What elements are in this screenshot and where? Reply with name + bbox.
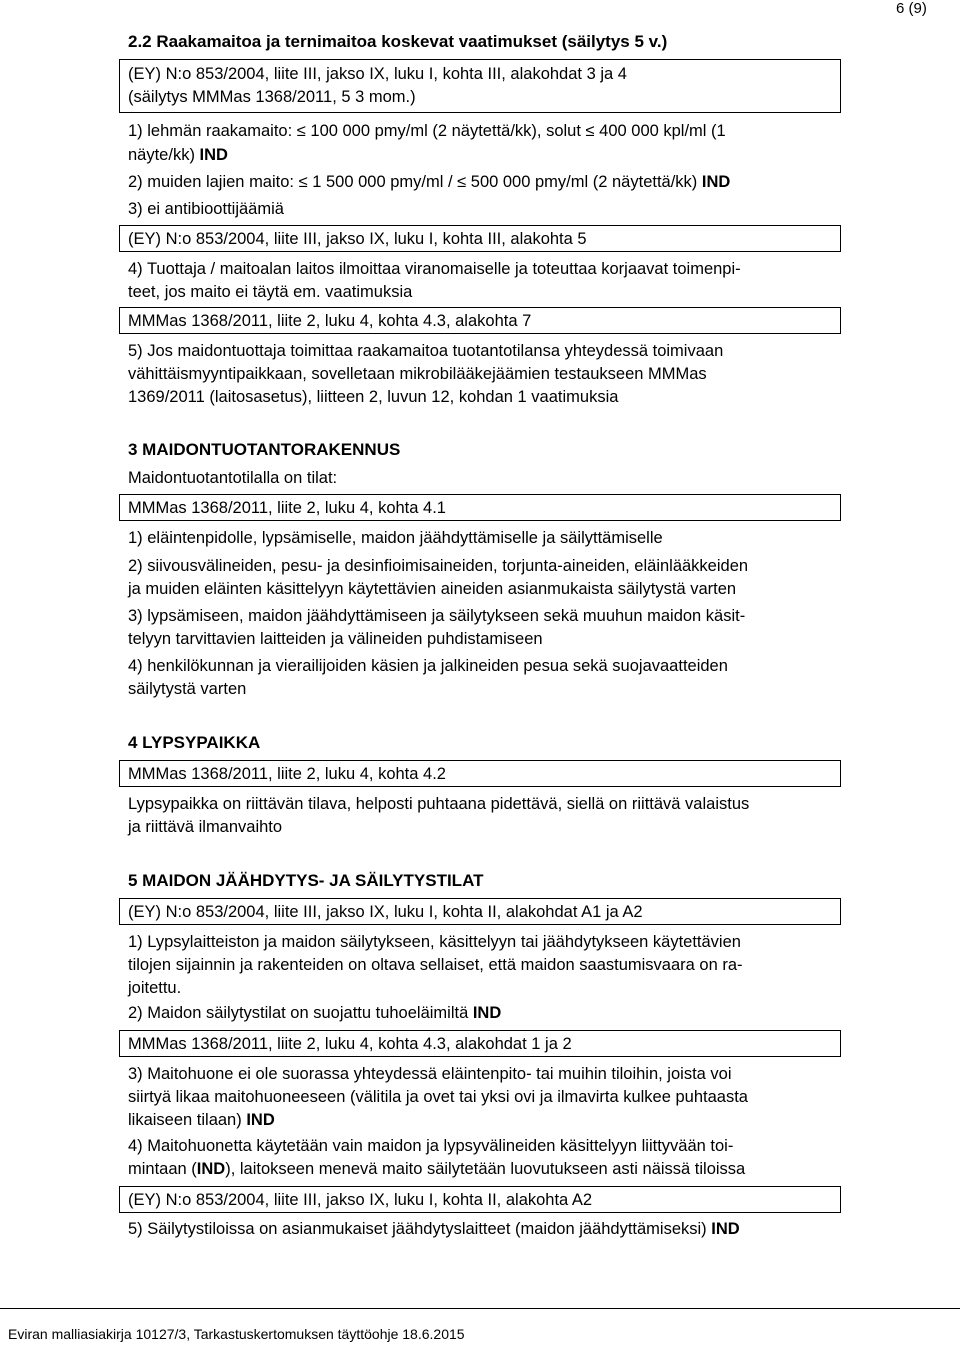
regulation-box xyxy=(119,59,841,113)
requirement-item: tilojen sijainnin ja rakenteiden on oltava sellaiset, että maidon saastumisvaara on ra- xyxy=(128,956,743,974)
requirement-item: 3) ei antibioottijäämiä xyxy=(128,200,284,218)
page-number: 6 (9) xyxy=(896,0,927,17)
requirement-item: telyyn tarvittavien laitteiden ja välineiden puhdistamiseen xyxy=(128,630,543,648)
requirement-item: 4) henkilökunnan ja vierailijoiden käsien ja jalkineiden pesua sekä suojavaatteiden xyxy=(128,657,728,675)
requirement-item: 3) lypsämiseen, maidon jäähdyttämiseen ja säilytykseen sekä muuhun maidon käsit- xyxy=(128,607,746,625)
requirement-item: joitettu. xyxy=(128,979,182,997)
section-5-heading: 5 MAIDON JÄÄHDYTYS- JA SÄILYTYSTILAT xyxy=(128,871,484,890)
requirement-item: 1) Lypsylaitteiston ja maidon säilytykseen, käsittelyyn tai jäähdytykseen käytettävien xyxy=(128,933,741,951)
regulation-box: (EY) N:o 853/2004, liite III, jakso IX, luku I, kohta II, alakohta A2 xyxy=(119,1186,841,1213)
section-3-intro: Maidontuotantotilalla on tilat: xyxy=(128,469,338,487)
requirement-text: ja riittävä ilmanvaihto xyxy=(128,818,283,836)
regulation-box: MMMas 1368/2011, liite 2, luku 4, kohta 4.2 xyxy=(119,760,841,787)
regulation-box: MMMas 1368/2011, liite 2, luku 4, kohta 4.1 xyxy=(119,494,841,521)
requirement-text: Lypsypaikka on riittävän tilava, helposti puhtaana pidettävä, siellä on riittävä valaistus xyxy=(128,795,750,813)
regulation-box: (EY) N:o 853/2004, liite III, jakso IX, luku I, kohta III, alakohta 5 xyxy=(119,225,841,252)
regulation-box: MMMas 1368/2011, liite 2, luku 4, kohta 4.3, alakohdat 1 ja 2 xyxy=(119,1030,841,1057)
requirement-item: säilytystä varten xyxy=(128,680,247,698)
requirement-item: vähittäismyyntipaikkaan, sovelletaan mikrobilääkejäämien testaukseen MMMas xyxy=(128,365,707,383)
requirement-item: 2) siivousvälineiden, pesu- ja desinfioimisaineiden, torjunta-aineiden, eläinlääkkeiden xyxy=(128,557,749,575)
section-2-2-heading: 2.2 Raakamaitoa ja ternimaitoa koskevat vaatimukset (säilytys 5 v.) xyxy=(128,32,668,51)
section-4-heading: 4 LYPSYPAIKKA xyxy=(128,733,261,752)
regulation-ref: (säilytys MMMas 1368/2011, 5 3 mom.) xyxy=(128,88,416,106)
requirement-item: 5) Säilytystiloissa on asianmukaiset jäähdytyslaitteet (maidon jäähdyttämiseksi) IND xyxy=(128,1220,740,1238)
requirement-item: 4) Maitohuonetta käytetään vain maidon ja lypsyvälineiden käsittelyyn liittyvään toi- xyxy=(128,1137,734,1155)
requirement-item: teet, jos maito ei täytä em. vaatimuksia xyxy=(128,283,413,301)
requirement-item: 3) Maitohuone ei ole suorassa yhteydessä eläintenpito- tai muihin tiloihin, joista voi xyxy=(128,1065,732,1083)
requirement-item: mintaan (IND), laitokseen menevä maito säilytetään luovutukseen asti näissä tiloissa xyxy=(128,1160,746,1178)
regulation-box: (EY) N:o 853/2004, liite III, jakso IX, luku I, kohta II, alakohdat A1 ja A2 xyxy=(119,898,841,925)
regulation-box: MMMas 1368/2011, liite 2, luku 4, kohta 4.3, alakohta 7 xyxy=(119,307,841,334)
section-3-heading: 3 MAIDONTUOTANTORAKENNUS xyxy=(128,440,401,459)
footer-rule xyxy=(0,1308,960,1309)
requirement-item: likaiseen tilaan) IND xyxy=(128,1111,275,1129)
requirement-item: 4) Tuottaja / maitoalan laitos ilmoittaa viranomaiselle ja toteuttaa korjaavat toimenpi- xyxy=(128,260,741,278)
footer-text: Eviran malliasiakirja 10127/3, Tarkastuskertomuksen täyttöohje 18.6.2015 xyxy=(8,1326,465,1342)
requirement-item: ja muiden eläinten käsittelyyn käytettävien aineiden asianmukaista säilytystä varten xyxy=(128,580,737,598)
requirement-item: näyte/kk) IND xyxy=(128,146,228,164)
regulation-ref: (EY) N:o 853/2004, liite III, jakso IX, luku I, kohta III, alakohdat 3 ja 4 xyxy=(128,65,627,83)
requirement-item: 2) Maidon säilytystilat on suojattu tuhoeläimiltä IND xyxy=(128,1004,502,1022)
requirement-item: 2) muiden lajien maito: ≤ 1 500 000 pmy/ml / ≤ 500 000 pmy/ml (2 näytettä/kk) IND xyxy=(128,173,731,191)
requirement-item: 5) Jos maidontuottaja toimittaa raakamaitoa tuotantotilansa yhteydessä toimivaan xyxy=(128,342,724,360)
requirement-item: siirtyä likaa maitohuoneeseen (välitila ja ovet tai yksi ovi ja ilmavirta kulkee puhtaasta xyxy=(128,1088,748,1106)
requirement-item: 1) lehmän raakamaito: ≤ 100 000 pmy/ml (2 näytettä/kk), solut ≤ 400 000 kpl/ml (1 xyxy=(128,122,726,140)
requirement-item: 1369/2011 (laitosasetus), liitteen 2, luvun 12, kohdan 1 vaatimuksia xyxy=(128,388,619,406)
requirement-item: 1) eläintenpidolle, lypsämiselle, maidon jäähdyttämiselle ja säilyttämiselle xyxy=(128,529,663,547)
